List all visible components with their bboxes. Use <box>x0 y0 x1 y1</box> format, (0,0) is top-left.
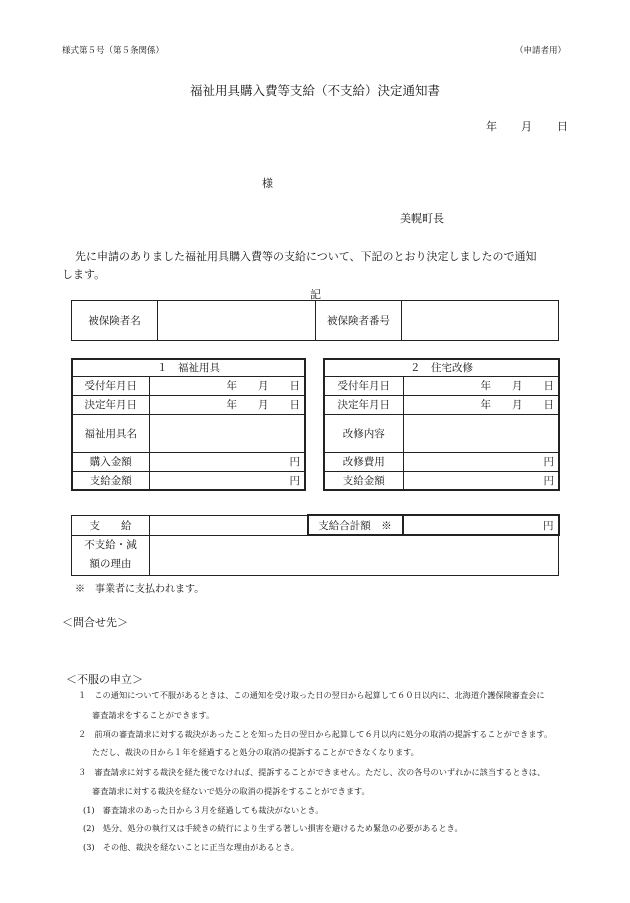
insured-number-label: 被保険者番号 <box>316 301 402 341</box>
body-line-1: 先に申請のありました福祉用具購入費等の支給について、下記のとおり決定しましたので通知 <box>75 250 537 263</box>
housing-payment-amount[interactable]: 円 <box>403 471 559 490</box>
shikyu-label: 支 給 <box>72 515 150 535</box>
form-number: 様式第５号（第５条関係） <box>62 46 165 56</box>
welfare-decision-label: 決定年月日 <box>72 395 149 414</box>
housing-cost-amount[interactable]: 円 <box>403 452 559 471</box>
reason-label <box>72 535 150 575</box>
objection-line: (1) 審査請求のあった日から３月を経過しても裁決がないとき。 <box>83 805 324 815</box>
total-label: 支給合計額 ※ <box>308 515 403 535</box>
housing-cost-label: 改修費用 <box>324 452 403 471</box>
welfare-purchase-amount[interactable]: 円 <box>149 452 305 471</box>
housing-title: ２ 住宅改修 <box>324 359 559 376</box>
ki-mark: 記 <box>310 288 321 301</box>
welfare-received-date[interactable]: 年 月 日 <box>149 376 305 395</box>
housing-decision-date[interactable]: 年 月 日 <box>403 395 559 414</box>
housing-content-field[interactable] <box>403 414 559 452</box>
welfare-decision-date[interactable]: 年 月 日 <box>149 395 305 414</box>
reason-label-line-1: 不支給・減 <box>84 539 137 551</box>
objection-heading: ＜不服の申立＞ <box>66 673 143 686</box>
total-amount[interactable]: 円 <box>403 515 559 535</box>
housing-table <box>323 358 560 491</box>
payment-note: ※ 事業者に支払われます。 <box>75 584 205 595</box>
date-day: 日 <box>557 120 568 133</box>
welfare-table <box>71 358 306 491</box>
housing-payment-label: 支給金額 <box>324 471 403 490</box>
objection-line: (3) その他、裁決を経ないことに正当な理由があるとき。 <box>83 842 299 852</box>
objection-line: ３ 審査請求に対する裁決を経た後でなければ、提訴することができません。ただし、次の各号のいずれかに該当するときは、 <box>78 767 546 777</box>
objection-line: １ この通知について不服があるときは、この通知を受け取った日の翌日から起算して６０日以内に、北海道介護保険審査会に <box>78 690 545 700</box>
addressee-sama: 様 <box>262 177 273 190</box>
insured-number-field[interactable] <box>402 301 559 341</box>
copy-type: （申請者用） <box>515 46 567 56</box>
insured-name-field[interactable] <box>158 301 316 341</box>
welfare-title: １ 福祉用具 <box>72 359 305 376</box>
insured-table <box>71 300 559 341</box>
date-year: 年 <box>486 120 497 133</box>
objection-line: 審査請求に対する裁決を経ないで処分の取消の提訴をすることができます。 <box>92 786 370 796</box>
objection-line: ただし、裁決の日から１年を経過すると処分の取消の提訴することができなくなります。 <box>92 747 419 757</box>
shikyu-field[interactable] <box>150 515 308 535</box>
payment-table <box>71 514 560 576</box>
date-month: 月 <box>521 120 532 133</box>
sender-name: 美幌町長 <box>400 212 444 225</box>
document-title: 福祉用具購入費等支給（不支給）決定通知書 <box>189 83 440 98</box>
housing-content-label: 改修内容 <box>324 414 403 452</box>
reason-label-line-2: 額の理由 <box>89 558 132 570</box>
welfare-payment-amount[interactable]: 円 <box>149 471 305 490</box>
housing-received-label: 受付年月日 <box>324 376 403 395</box>
welfare-payment-label: 支給金額 <box>72 471 149 490</box>
reason-field[interactable] <box>150 535 559 575</box>
objection-line: 審査請求をすることができます。 <box>92 710 215 720</box>
housing-decision-label: 決定年月日 <box>324 395 403 414</box>
welfare-item-label: 福祉用具名 <box>72 414 149 452</box>
housing-received-date[interactable]: 年 月 日 <box>403 376 559 395</box>
inquiry-heading: ＜問合せ先＞ <box>62 616 128 629</box>
insured-name-label: 被保険者名 <box>72 301 158 341</box>
objection-line: (2) 処分、処分の執行又は手続きの続行により生ずる著しい損害を避けるため緊急の必要があるとき。 <box>83 823 463 833</box>
welfare-received-label: 受付年月日 <box>72 376 149 395</box>
welfare-item-field[interactable] <box>149 414 305 452</box>
welfare-purchase-label: 購入金額 <box>72 452 149 471</box>
body-line-2: します。 <box>62 268 106 281</box>
objection-line: ２ 前項の審査請求に対する裁決があったことを知った日の翌日から起算して６月以内に処分の取消の提訴することができます。 <box>78 729 553 739</box>
